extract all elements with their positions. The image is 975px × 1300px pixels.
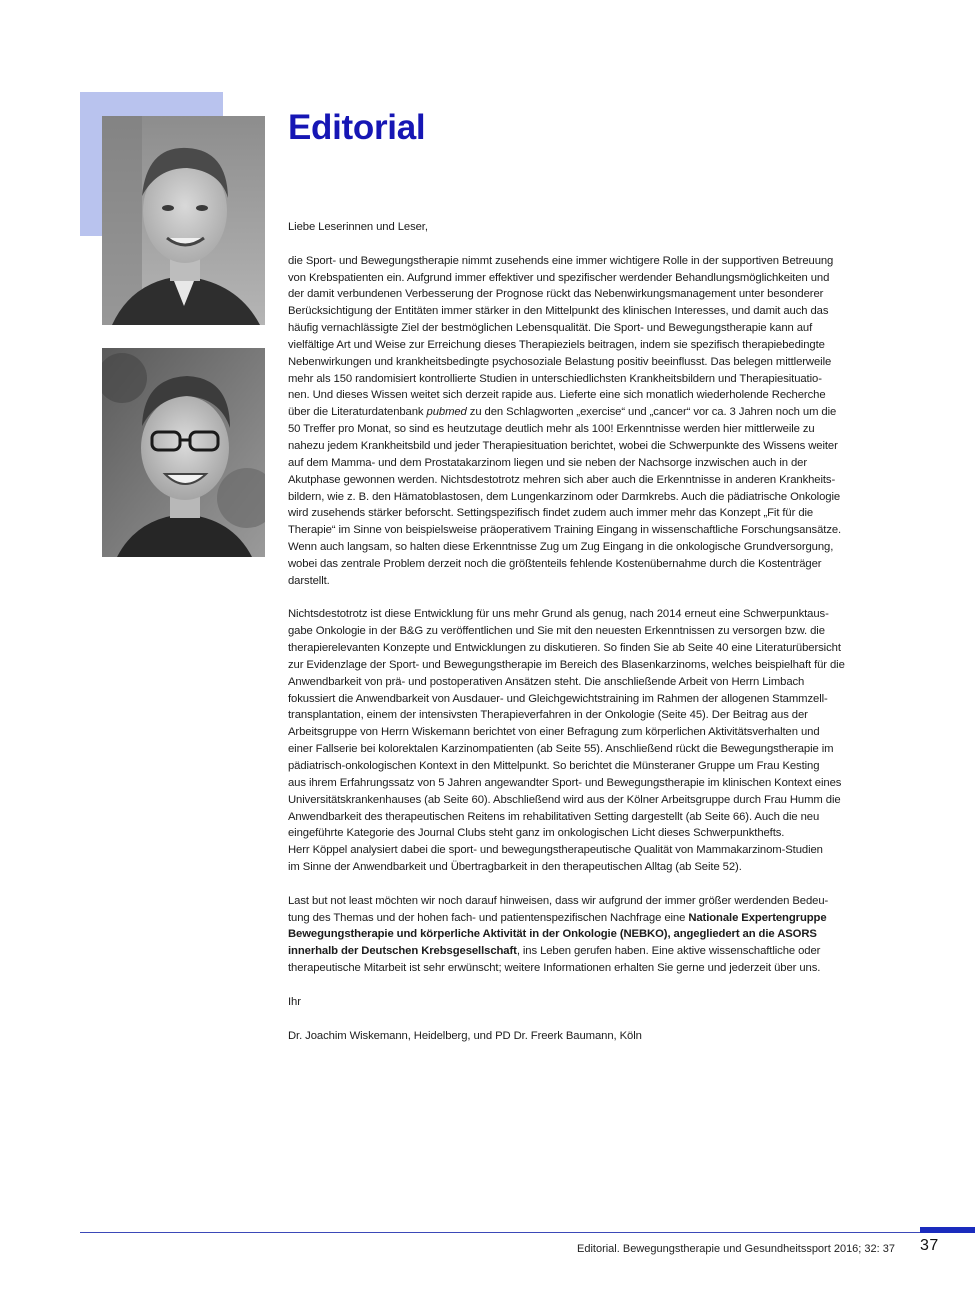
author-photo-2 bbox=[102, 348, 265, 557]
greeting: Liebe Leserinnen und Leser, bbox=[288, 221, 428, 233]
footer-rule bbox=[80, 1232, 920, 1233]
closing: Ihr bbox=[288, 995, 301, 1008]
editorial-body bbox=[288, 219, 896, 1061]
author-photo-1 bbox=[102, 116, 265, 325]
page-number: 37 bbox=[920, 1237, 939, 1254]
paragraph-1: die Sport- und Bewegungstherapie nimmt zusehends eine immer wichtigere Rolle in der supportiven Betreuung von Krebspatienten ein. Aufgrund immer effektiver und spezifischer werdender Behandlungsmöglichkeiten und der damit verbundenen Verbesserung der Prognose rückt das Nebenwirkungsmanagement unter besonderer Berücksichtigung der Entitäten immer stärker in den Mittelpunkt des klinischen Interesses, und damit auch das häufig vernachlässigte Ziel der bestmöglichen Lebensqualität. Die Sport- und Bewegungstherapie kann auf vielfältige Art und Weise zur Erreichung dieses Therapieziels beitragen, indem sie spezifisch therapiebedingte Nebenwirkungen und krankheitsbedingte psychosoziale Belastung positiv beeinflusst. Das belegen mittlerweile mehr als 150 randomisiert kontrollierte Studien in unterschiedlichsten Krankheitsbildern und Therapiesituatio- nen. Und dieses Wissen weitet sich derzeit rapide aus. Lieferte eine sich monatlich wiederholende Recherche über die Literaturdatenbank pubmed zu den Schlagworten „exercise“ und „cancer“ vor ca. 3 Jahren noch um die 50 Treffer pro Monat, so sind es heutzutage deutlich mehr als 100! Erkenntnisse werden hier mittlerweile zu nahezu jedem Krankheitsbild und jeder Therapiesituation berichtet, wobei die Schwerpunkte des Wissens weiter auf dem Mamma- und dem Prostatakarzinom liegen und sie neben der Nachsorge inzwischen auch in der Akutphase gewonnen werden. Nichtsdestotrotz mehren sich aber auch die Erkenntnisse in anderen Krankheits- bildern, wie z. B. den Hämatoblastosen, dem Lungenkarzinom oder Darmkrebs. Auch die pädiatrische Onkologie wird zusehends stärker beforscht. Settingspezifisch findet zudem auch immer mehr das Konzept „Fit für die Therapie“ im Sinne von beispielsweise präoperativem Training Eingang in wissenschaftliche Forschungsansätze. Wenn auch langsam, so halten diese Erkenntnisse Zug um Zug Eingang in die onkologische Grundversorgung, wobei das zentrale Problem derzeit noch die größtenteils fehlende Kostenübernahme durch die Kostenträger darstellt. bbox=[288, 254, 842, 587]
footer-citation: Editorial. Bewegungstherapie und Gesundheitssport 2016; 32: 37 bbox=[577, 1243, 895, 1255]
page-title: Editorial bbox=[288, 108, 426, 147]
paragraph-3: Last but not least möchten wir noch darauf hinweisen, dass wir aufgrund der immer größer werdenden Bedeu- tung des Themas und der hohen fach- und patientenspezifischen Nachfrage eine Nationale Expertengruppe Bewegungstherapie und körperliche Aktivität in der Onkologie (NEBKO), angegliedert an die ASORS innerhalb der Deutschen Krebsgesellschaft, ins Leben gerufen haben. Eine aktive wissenschaftliche oder therapeutische Mitarbeit ist sehr erwünscht; weitere Informationen erhalten Sie gerne und jederzeit über uns. bbox=[288, 894, 829, 975]
footer-accent-tab bbox=[920, 1227, 975, 1233]
signature: Dr. Joachim Wiskemann, Heidelberg, und PD Dr. Freerk Baumann, Köln bbox=[288, 1029, 642, 1042]
paragraph-2: Nichtsdestotrotz ist diese Entwicklung für uns mehr Grund als genug, nach 2014 erneut eine Schwerpunktaus- gabe Onkologie in der B&G zu veröffentlichen und Sie mit den neuesten Erkenntnissen zu versorgen bzw. die therapierelevanten Konzepte und Entwicklungen zu diskutieren. So finden Sie ab Seite 40 eine Literaturübersicht zur Evidenzlage der Sport- und Bewegungstherapie im Bereich des Blasenkarzinoms, welches beispielhaft für die Anwendbarkeit von prä- und postoperativen Ansätzen steht. Die anschließende Arbeit von Herrn Limbach fokussiert die Anwendbarkeit von Ausdauer- und Gleichgewichtstraining im Rahmen der allogenen Stammzell- transplantation, einem der intensivsten Therapieverfahren in der Onkologie (Seite 45). Der Beitrag aus der Arbeitsgruppe von Herrn Wiskemann berichtet von einer Befragung zum körperlichen Aktivitätsverhalten und einer Fallserie bei kolorektalen Karzinompatienten (ab Seite 55). Anschließend rückt die Bewegungstherapie im pädiatrisch-onkologischen Kontext in den Mittelpunkt. So berichtet die Münsteraner Gruppe um Frau Kesting aus ihrem Erfahrungssatz von 5 Jahren angewandter Sport- und Bewegungstherapie im klinischen Kontext eines Universitätskrankenhauses (ab Seite 60). Abschließend wird aus der Kölner Arbeitsgruppe durch Frau Humm die Anwendbarkeit des therapeutischen Reitens im rehabilitativen Setting dargestellt (ab Seite 66). Auch die neu eingeführte Kategorie des Journal Clubs steht ganz im onkologischen Licht dieses Schwerpunkthefts. Herr Köppel analysiert dabei die sport- und bewegungstherapeutische Qualität von Mammakarzinom-Studien im Sinne der Anwendbarkeit und Übertragbarkeit in den therapeutischen Alltag (ab Seite 52). bbox=[288, 608, 845, 874]
